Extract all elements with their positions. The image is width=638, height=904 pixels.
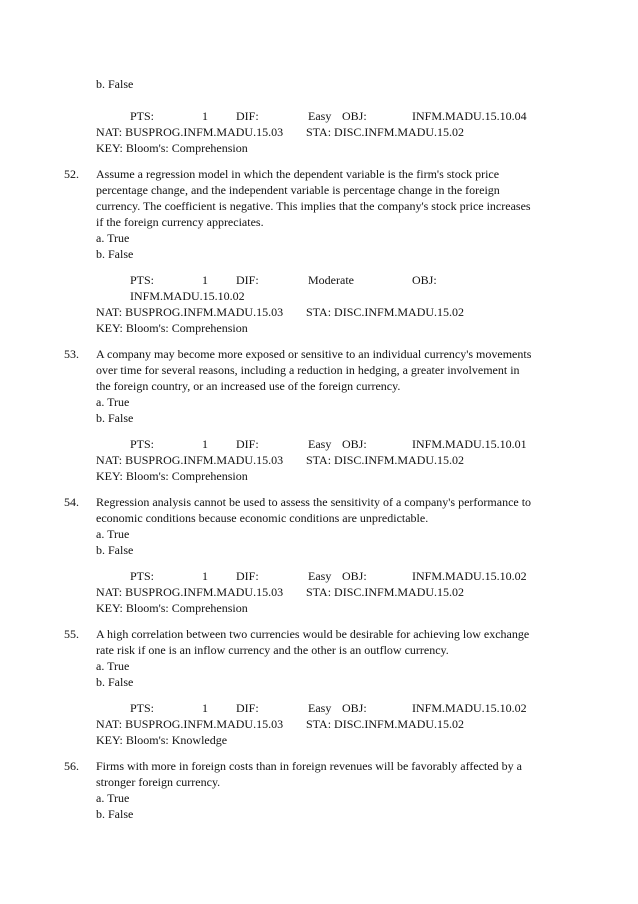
key-tag: KEY: Bloom's: Knowledge [96,733,228,747]
option-true: a. True [96,231,130,245]
dif-label: DIF: [236,273,259,287]
pts-value: 1 [202,273,208,287]
option-false: b. False [96,411,134,425]
question-text-line: Firms with more in foreign costs than in foreign revenues will be favorably affected by a [96,759,522,773]
option-true: a. True [96,659,130,673]
sta-tag: STA: DISC.INFM.MADU.15.02 [306,125,465,139]
question-number: 56. [64,759,79,773]
option-true: a. True [96,791,130,805]
pts-label: PTS: [130,701,155,715]
obj-value: INFM.MADU.15.10.02 [412,569,527,583]
nat-tag: NAT: BUSPROG.INFM.MADU.15.03 [96,125,284,139]
question-text-line: rate risk if one is an inflow currency and the other is an outflow currency. [96,643,449,657]
option-false: b. False [96,77,134,91]
obj-label: OBJ: [412,273,437,287]
obj-value: INFM.MADU.15.10.04 [412,109,527,123]
sta-tag: STA: DISC.INFM.MADU.15.02 [306,453,465,467]
pts-value: 1 [202,109,208,123]
question-text-line: percentage change, and the independent variable is percentage change in the foreign [96,183,500,197]
dif-value: Moderate [308,273,354,287]
option-true: a. True [96,395,130,409]
nat-tag: NAT: BUSPROG.INFM.MADU.15.03 [96,453,284,467]
question-text-line: the foreign country, or an increased use of the foreign currency. [96,379,401,393]
nat-tag: NAT: BUSPROG.INFM.MADU.15.03 [96,585,284,599]
obj-value: INFM.MADU.15.10.01 [412,437,527,451]
question-text-line: A company may become more exposed or sensitive to an individual currency's movements [96,347,532,361]
key-tag: KEY: Bloom's: Comprehension [96,601,248,615]
pts-label: PTS: [130,437,155,451]
question-number: 52. [64,167,79,181]
question-text-line: Assume a regression model in which the dependent variable is the firm's stock price [96,167,500,181]
sta-tag: STA: DISC.INFM.MADU.15.02 [306,305,465,319]
dif-label: DIF: [236,109,259,123]
dif-value: Easy [308,437,332,451]
option-true: a. True [96,527,130,541]
obj-label: OBJ: [342,701,367,715]
option-false: b. False [96,543,134,557]
question-number: 53. [64,347,79,361]
question-text-line: if the foreign currency appreciates. [96,215,264,229]
question-number: 54. [64,495,79,509]
option-false: b. False [96,247,134,261]
question-text-line: currency. The coefficient is negative. This implies that the company's stock price increases [96,199,531,213]
nat-tag: NAT: BUSPROG.INFM.MADU.15.03 [96,305,284,319]
question-text-line: Regression analysis cannot be used to assess the sensitivity of a company's performance to [96,495,532,509]
nat-tag: NAT: BUSPROG.INFM.MADU.15.03 [96,717,284,731]
option-false: b. False [96,807,134,821]
dif-label: DIF: [236,437,259,451]
pts-value: 1 [202,437,208,451]
pts-label: PTS: [130,273,155,287]
pts-value: 1 [202,569,208,583]
question-number: 55. [64,627,79,641]
question-text-line: A high correlation between two currencies would be desirable for achieving low exchange [96,627,530,641]
pts-value: 1 [202,701,208,715]
pts-label: PTS: [130,569,155,583]
sta-tag: STA: DISC.INFM.MADU.15.02 [306,717,465,731]
key-tag: KEY: Bloom's: Comprehension [96,141,248,155]
obj-value: INFM.MADU.15.10.02 [130,289,245,303]
key-tag: KEY: Bloom's: Comprehension [96,469,248,483]
question-text-line: stronger foreign currency. [96,775,221,789]
key-tag: KEY: Bloom's: Comprehension [96,321,248,335]
obj-label: OBJ: [342,569,367,583]
sta-tag: STA: DISC.INFM.MADU.15.02 [306,585,465,599]
dif-label: DIF: [236,569,259,583]
dif-value: Easy [308,701,332,715]
dif-value: Easy [308,109,332,123]
obj-value: INFM.MADU.15.10.02 [412,701,527,715]
obj-label: OBJ: [342,437,367,451]
question-text-line: over time for several reasons, including a reduction in hedging, a greater involvement in [96,363,520,377]
dif-label: DIF: [236,701,259,715]
question-text-line: economic conditions because economic conditions are unpredictable. [96,511,429,525]
dif-value: Easy [308,569,332,583]
pts-label: PTS: [130,109,155,123]
option-false: b. False [96,675,134,689]
obj-label: OBJ: [342,109,367,123]
